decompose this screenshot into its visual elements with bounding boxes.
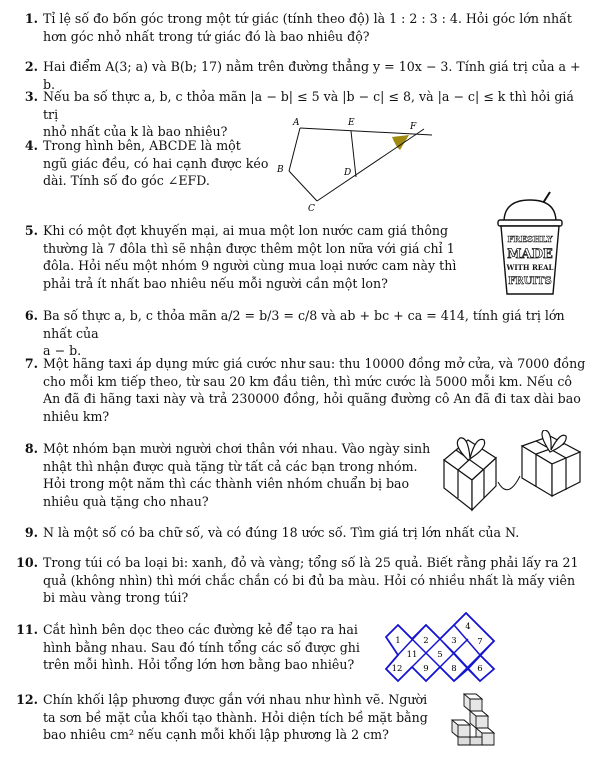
side-ED <box>351 131 356 177</box>
side-AB <box>289 128 300 171</box>
label-E: E <box>348 118 355 128</box>
cell-6: 6 <box>477 664 483 674</box>
label-C: C <box>308 204 315 214</box>
line-CF <box>317 129 424 201</box>
question-4 <box>16 137 286 191</box>
question-number: 3. <box>24 89 38 104</box>
question-number: 7. <box>24 356 38 371</box>
question-12 <box>16 691 446 745</box>
stacked-cubes-figure <box>446 690 502 748</box>
question-text: N là một số có ba chữ số, và có đúng 18 ước số. Tìm giá trị lớn nhất của N. <box>43 525 520 540</box>
cell-7: 7 <box>477 637 483 647</box>
question-5 <box>16 222 496 294</box>
question-8 <box>16 440 436 512</box>
question-text: Một hãng taxi áp dụng mức giá cước như sau: thu 10000 đồng mở cửa, và 7000 đồng cho mỗi km tiếp theo, từ sau 20 km đầu tiên, thì mức cước là 5000 mỗi km. Nếu cô An đã đi hãng taxi này và trả 230000 đồng, hỏi quãng đường cô An đã đi tax dài bao nhiêu km? <box>43 356 586 424</box>
gift-boxes-illustration <box>438 430 588 515</box>
cell-9: 9 <box>423 664 429 674</box>
question-11 <box>16 621 386 675</box>
question-text: Tỉ lệ số đo bốn góc trong một tứ giác (tính theo độ) là 1 : 2 : 3 : 4. Hỏi góc lớn nhất hơn góc nhỏ nhất trong tứ giác đó là bao nhiêu độ? <box>43 11 572 44</box>
gift-box-right <box>522 430 580 496</box>
question-text: Nếu ba số thực a, b, c thỏa mãn |a − b| ≤ 5 và |b − c| ≤ 8, và |a − c| ≤ k thì hỏi giá trị nhỏ nhất của k là bao nhiêu? <box>43 89 574 139</box>
question-text: Cắt hình bên dọc theo các đường kẻ để tạo ra hai hình bằng nhau. Sau đó tính tổng các số được ghi trên mỗi hình. Hỏi tổng lớn hơn bằng bao nhiêu? <box>43 622 360 672</box>
cup-text-3: WITH REAL <box>506 263 554 272</box>
question-1 <box>16 10 586 46</box>
label-F: F <box>410 122 417 132</box>
question-text: Trong hình bên, ABCDE là một ngũ giác đều, có hai cạnh được kéo dài. Tính số đo góc ∠EFD. <box>43 138 269 188</box>
question-number: 11. <box>16 622 38 637</box>
gift-ribbon <box>498 476 520 490</box>
question-text: Hai điểm A(3; a) và B(b; 17) nằm trên đường thẳng y = 10x − 3. Tính giá trị của a + b. <box>43 59 581 92</box>
cup-text-4: FRUITS <box>508 276 552 287</box>
question-text: Chín khối lập phương được gắn với nhau như hình vẽ. Người ta sơn bề mặt của khối tạo thành. Hỏi diện tích bề mặt bằng bao nhiêu cm² nếu cạnh mỗi khối lập phương là 2 cm? <box>43 692 428 742</box>
pentagon-figure <box>272 115 437 215</box>
cup-text-1: FRESHLY <box>507 235 553 245</box>
side-BC <box>289 171 317 201</box>
question-text: Khi có một đợt khuyến mại, ai mua một lon nước cam giá thông thường là 7 đôla thì sẽ nhận được thêm một lon nữa với giá chỉ 1 đôla. Hỏi nếu một nhóm 9 người cùng mua loại nước cam này thì phải trả ít nhất bao nhiêu nếu mỗi người cần một lon? <box>43 223 457 291</box>
cubes <box>452 694 494 745</box>
cell-8: 8 <box>451 664 457 674</box>
cell-11: 11 <box>406 650 418 660</box>
drink-cup-illustration <box>488 190 568 298</box>
question-2 <box>16 58 586 92</box>
question-number: 9. <box>24 525 38 540</box>
label-B: B <box>277 165 284 175</box>
cell-3: 3 <box>451 636 457 646</box>
question-number: 6. <box>24 308 38 323</box>
diamond-number-grid <box>384 607 496 683</box>
cell-2: 2 <box>423 636 429 646</box>
cup-rim <box>498 220 562 226</box>
label-D: D <box>344 168 352 178</box>
cell-5: 5 <box>437 650 443 660</box>
question-number: 8. <box>24 441 38 456</box>
label-A: A <box>293 118 300 128</box>
question-text: Một nhóm bạn mười người chơi thân với nhau. Vào ngày sinh nhật thì nhận được quà tặng từ tất cả các bạn trong nhóm. Hỏi trong một năm thì các thành viên nhóm chuẩn bị bao nhiêu quà tặng cho nhau? <box>43 441 431 509</box>
question-number: 1. <box>24 11 38 26</box>
question-number: 5. <box>24 223 38 238</box>
cup-lid <box>504 200 556 222</box>
gift-box-left <box>444 438 496 510</box>
cell-4: 4 <box>465 622 471 632</box>
question-text: Trong túi có ba loại bi: xanh, đỏ và vàng; tổng số là 25 quả. Biết rằng phải lấy ra 21 quả (không nhìn) thì mới chắc chắn có bi đủ ba màu. Hỏi có nhiều nhất là mấy viên bi màu vàng trong túi? <box>43 555 579 605</box>
question-number: 2. <box>24 59 38 74</box>
cup-text-2: MADE <box>507 247 553 262</box>
question-text: Ba số thực a, b, c thỏa mãn a/2 = b/3 = c/8 và ab + bc + ca = 414, tính giá trị lớn nhất của a − b. <box>43 308 565 358</box>
cell-12: 12 <box>391 664 403 674</box>
cell-1: 1 <box>395 636 401 646</box>
question-number: 10. <box>16 555 38 570</box>
question-number: 4. <box>24 138 38 153</box>
question-9 <box>16 524 586 542</box>
question-6 <box>16 307 586 358</box>
angle-marker <box>392 135 409 150</box>
question-number: 12. <box>16 692 38 707</box>
question-10 <box>16 554 586 608</box>
question-7 <box>16 355 586 427</box>
